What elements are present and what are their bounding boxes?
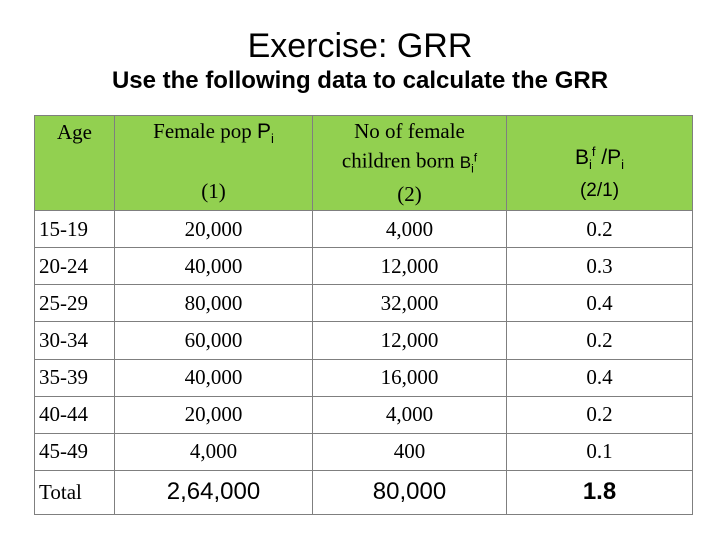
header-children-col: (2)	[397, 182, 422, 207]
cell-age: 45-49	[35, 433, 115, 470]
cell-ratio: 0.2	[507, 396, 693, 433]
cell-age: 40-44	[35, 396, 115, 433]
cell-age: 15-19	[35, 211, 115, 248]
cell-age: 20-24	[35, 248, 115, 285]
cell-ratio: 0.3	[507, 248, 693, 285]
table-row	[35, 433, 693, 470]
cell-pop: 20,000	[115, 211, 313, 248]
cell-births: 4,000	[313, 396, 507, 433]
cell-ratio: 0.2	[507, 211, 693, 248]
table-row	[35, 396, 693, 433]
header-children-symbol: $B_i^f$	[459, 150, 478, 176]
header-children-line2: children born $B_i^f$	[341, 148, 478, 176]
header-female-pop-symbol: $P_i$	[256, 120, 274, 147]
table-row	[35, 322, 693, 359]
cell-pop: 80,000	[115, 285, 313, 322]
cell-ratio: 0.1	[507, 433, 693, 470]
cell-total-births: 80,000	[313, 470, 507, 514]
header-ratio-formula: $B_i^f$ $/P_i$	[574, 143, 625, 172]
cell-ratio: 0.2	[507, 322, 693, 359]
slide-subtitle: Use the following data to calculate the GRR	[111, 67, 609, 94]
header-children-line1: No of female	[354, 119, 465, 143]
cell-births: 16,000	[313, 359, 507, 396]
table-row	[35, 248, 693, 285]
cell-births: 12,000	[313, 322, 507, 359]
cell-age: 35-39	[35, 359, 115, 396]
table-header-row	[35, 116, 693, 211]
cell-pop: 60,000	[115, 322, 313, 359]
header-age: Age	[35, 116, 115, 211]
table-row	[35, 285, 693, 322]
cell-total-pop: 2,64,000	[115, 470, 313, 514]
cell-pop: 40,000	[115, 248, 313, 285]
cell-pop: 20,000	[115, 396, 313, 433]
header-female-pop-label: Female pop	[153, 119, 252, 143]
cell-births: 400	[313, 433, 507, 470]
cell-ratio: 0.4	[507, 285, 693, 322]
grr-data-table	[34, 115, 693, 515]
cell-total-label: Total	[35, 470, 115, 514]
table-total-row	[35, 470, 693, 514]
table-row	[35, 211, 693, 248]
header-female-pop	[115, 116, 313, 211]
slide-title: Exercise: GRR	[247, 27, 473, 65]
cell-age: 25-29	[35, 285, 115, 322]
header-children-born	[313, 116, 507, 211]
cell-ratio: 0.4	[507, 359, 693, 396]
table-row	[35, 359, 693, 396]
cell-births: 4,000	[313, 211, 507, 248]
header-female-pop-col: (1)	[201, 179, 226, 203]
cell-pop: 4,000	[115, 433, 313, 470]
header-ratio	[507, 116, 693, 211]
cell-total-ratio: 1.8	[507, 470, 693, 514]
cell-births: 12,000	[313, 248, 507, 285]
cell-age: 30-34	[35, 322, 115, 359]
cell-births: 32,000	[313, 285, 507, 322]
header-ratio-col: (2/1)	[579, 180, 620, 201]
cell-pop: 40,000	[115, 359, 313, 396]
